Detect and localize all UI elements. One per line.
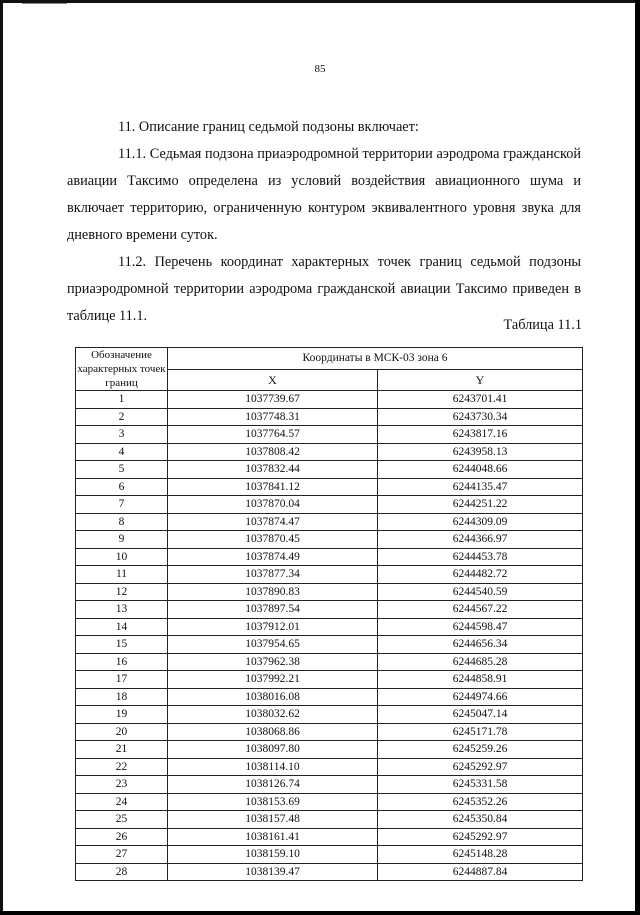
page-number: 85 (314, 63, 326, 75)
point-number-cell: 11 (76, 566, 168, 584)
point-number-cell: 26 (76, 828, 168, 846)
header-coordinates: Координаты в МСК-03 зона 6 (168, 348, 583, 370)
y-coordinate-cell: 6244685.28 (378, 653, 583, 671)
x-coordinate-cell: 1038126.74 (168, 776, 378, 794)
table-row (76, 776, 583, 794)
point-number-cell: 22 (76, 758, 168, 776)
paragraph-11-1: 11.1. Седьмая подзона приаэродромной территории аэродрома гражданской авиации Таксимо определена из условий воздействия авиационного шума и включает территорию, ограниченную контуром эквивалентного уровня звука для дневного времени суток. (67, 146, 581, 243)
table-row (76, 863, 583, 881)
x-coordinate-cell: 1037890.83 (168, 583, 378, 601)
y-coordinate-cell: 6243730.34 (378, 408, 583, 426)
table-row (76, 531, 583, 549)
point-number-cell: 3 (76, 426, 168, 444)
x-coordinate-cell: 1037877.34 (168, 566, 378, 584)
y-coordinate-cell: 6244656.34 (378, 636, 583, 654)
y-coordinate-cell: 6245047.14 (378, 706, 583, 724)
point-number-cell: 14 (76, 618, 168, 636)
point-number-cell: 18 (76, 688, 168, 706)
table-row (76, 636, 583, 654)
table-row (76, 496, 583, 514)
x-coordinate-cell: 1037962.38 (168, 653, 378, 671)
header-x: X (168, 370, 378, 391)
point-number-cell: 17 (76, 671, 168, 689)
table-row (76, 811, 583, 829)
table-row (76, 741, 583, 759)
x-coordinate-cell: 1037954.65 (168, 636, 378, 654)
table-row (76, 513, 583, 531)
table-row (76, 618, 583, 636)
point-number-cell: 23 (76, 776, 168, 794)
x-coordinate-cell: 1037874.49 (168, 548, 378, 566)
x-coordinate-cell: 1037992.21 (168, 671, 378, 689)
y-coordinate-cell: 6244135.47 (378, 478, 583, 496)
y-coordinate-cell: 6244309.09 (378, 513, 583, 531)
x-coordinate-cell: 1038139.47 (168, 863, 378, 881)
scan-edge-right (635, 0, 640, 915)
point-number-cell: 7 (76, 496, 168, 514)
point-number-cell: 19 (76, 706, 168, 724)
point-number-cell: 24 (76, 793, 168, 811)
table-row (76, 723, 583, 741)
point-number-cell: 9 (76, 531, 168, 549)
table-row (76, 653, 583, 671)
table-row (76, 688, 583, 706)
table-row (76, 671, 583, 689)
scan-edge-left (0, 0, 3, 915)
point-number-cell: 5 (76, 461, 168, 479)
x-coordinate-cell: 1037832.44 (168, 461, 378, 479)
y-coordinate-cell: 6244598.47 (378, 618, 583, 636)
table-row (76, 408, 583, 426)
table-row (76, 846, 583, 864)
y-coordinate-cell: 6244482.72 (378, 566, 583, 584)
x-coordinate-cell: 1037808.42 (168, 443, 378, 461)
point-number-cell: 12 (76, 583, 168, 601)
paragraph-11-2: 11.2. Перечень координат характерных точек границ седьмой подзоны приаэродромной территории аэродрома гражданской авиации Таксимо приведен в таблице 11.1. (67, 254, 581, 324)
scan-edge-top (0, 0, 640, 3)
x-coordinate-cell: 1037912.01 (168, 618, 378, 636)
table-row (76, 583, 583, 601)
point-number-cell: 27 (76, 846, 168, 864)
x-coordinate-cell: 1037748.31 (168, 408, 378, 426)
x-coordinate-cell: 1037841.12 (168, 478, 378, 496)
point-number-cell: 4 (76, 443, 168, 461)
y-coordinate-cell: 6245352.26 (378, 793, 583, 811)
point-number-cell: 10 (76, 548, 168, 566)
table-row (76, 443, 583, 461)
y-coordinate-cell: 6244453.78 (378, 548, 583, 566)
section-heading: 11. Описание границ седьмой подзоны включает: (118, 119, 419, 135)
x-coordinate-cell: 1037897.54 (168, 601, 378, 619)
y-coordinate-cell: 6245292.97 (378, 758, 583, 776)
table-row (76, 758, 583, 776)
scan-artifact (22, 3, 67, 4)
x-coordinate-cell: 1038016.08 (168, 688, 378, 706)
x-coordinate-cell: 1038161.41 (168, 828, 378, 846)
y-coordinate-cell: 6244540.59 (378, 583, 583, 601)
x-coordinate-cell: 1037764.57 (168, 426, 378, 444)
table-body (76, 391, 583, 881)
header-point-designation: Обозначение характерных точек границ (77, 349, 166, 389)
x-coordinate-cell: 1038068.86 (168, 723, 378, 741)
y-coordinate-cell: 6244048.66 (378, 461, 583, 479)
x-coordinate-cell: 1037870.04 (168, 496, 378, 514)
point-number-cell: 15 (76, 636, 168, 654)
point-number-cell: 6 (76, 478, 168, 496)
table-row (76, 828, 583, 846)
x-coordinate-cell: 1037870.45 (168, 531, 378, 549)
y-coordinate-cell: 6245171.78 (378, 723, 583, 741)
y-coordinate-cell: 6245331.58 (378, 776, 583, 794)
y-coordinate-cell: 6245148.28 (378, 846, 583, 864)
y-coordinate-cell: 6244887.84 (378, 863, 583, 881)
y-coordinate-cell: 6243958.13 (378, 443, 583, 461)
point-number-cell: 25 (76, 811, 168, 829)
y-coordinate-cell: 6244858.91 (378, 671, 583, 689)
table-row (76, 478, 583, 496)
point-number-cell: 2 (76, 408, 168, 426)
point-number-cell: 13 (76, 601, 168, 619)
table-row (76, 391, 583, 409)
point-number-cell: 21 (76, 741, 168, 759)
table-row (76, 461, 583, 479)
x-coordinate-cell: 1037739.67 (168, 391, 378, 409)
x-coordinate-cell: 1038032.62 (168, 706, 378, 724)
header-y: Y (378, 370, 583, 391)
y-coordinate-cell: 6243817.16 (378, 426, 583, 444)
point-number-cell: 20 (76, 723, 168, 741)
x-coordinate-cell: 1038157.48 (168, 811, 378, 829)
x-coordinate-cell: 1038153.69 (168, 793, 378, 811)
table-row (76, 566, 583, 584)
point-number-cell: 1 (76, 391, 168, 409)
y-coordinate-cell: 6244251.22 (378, 496, 583, 514)
point-number-cell: 8 (76, 513, 168, 531)
table-row (76, 548, 583, 566)
y-coordinate-cell: 6245292.97 (378, 828, 583, 846)
x-coordinate-cell: 1037874.47 (168, 513, 378, 531)
point-number-cell: 28 (76, 863, 168, 881)
y-coordinate-cell: 6243701.41 (378, 391, 583, 409)
scan-edge-bottom (0, 911, 640, 915)
coordinates-table (75, 347, 583, 881)
x-coordinate-cell: 1038114.10 (168, 758, 378, 776)
y-coordinate-cell: 6245259.26 (378, 741, 583, 759)
point-number-cell: 16 (76, 653, 168, 671)
table-row (76, 426, 583, 444)
table-caption: Таблица 11.1 (503, 317, 582, 333)
y-coordinate-cell: 6244974.66 (378, 688, 583, 706)
y-coordinate-cell: 6244366.97 (378, 531, 583, 549)
table-row (76, 793, 583, 811)
y-coordinate-cell: 6245350.84 (378, 811, 583, 829)
x-coordinate-cell: 1038159.10 (168, 846, 378, 864)
table-row (76, 706, 583, 724)
table-row (76, 601, 583, 619)
x-coordinate-cell: 1038097.80 (168, 741, 378, 759)
y-coordinate-cell: 6244567.22 (378, 601, 583, 619)
